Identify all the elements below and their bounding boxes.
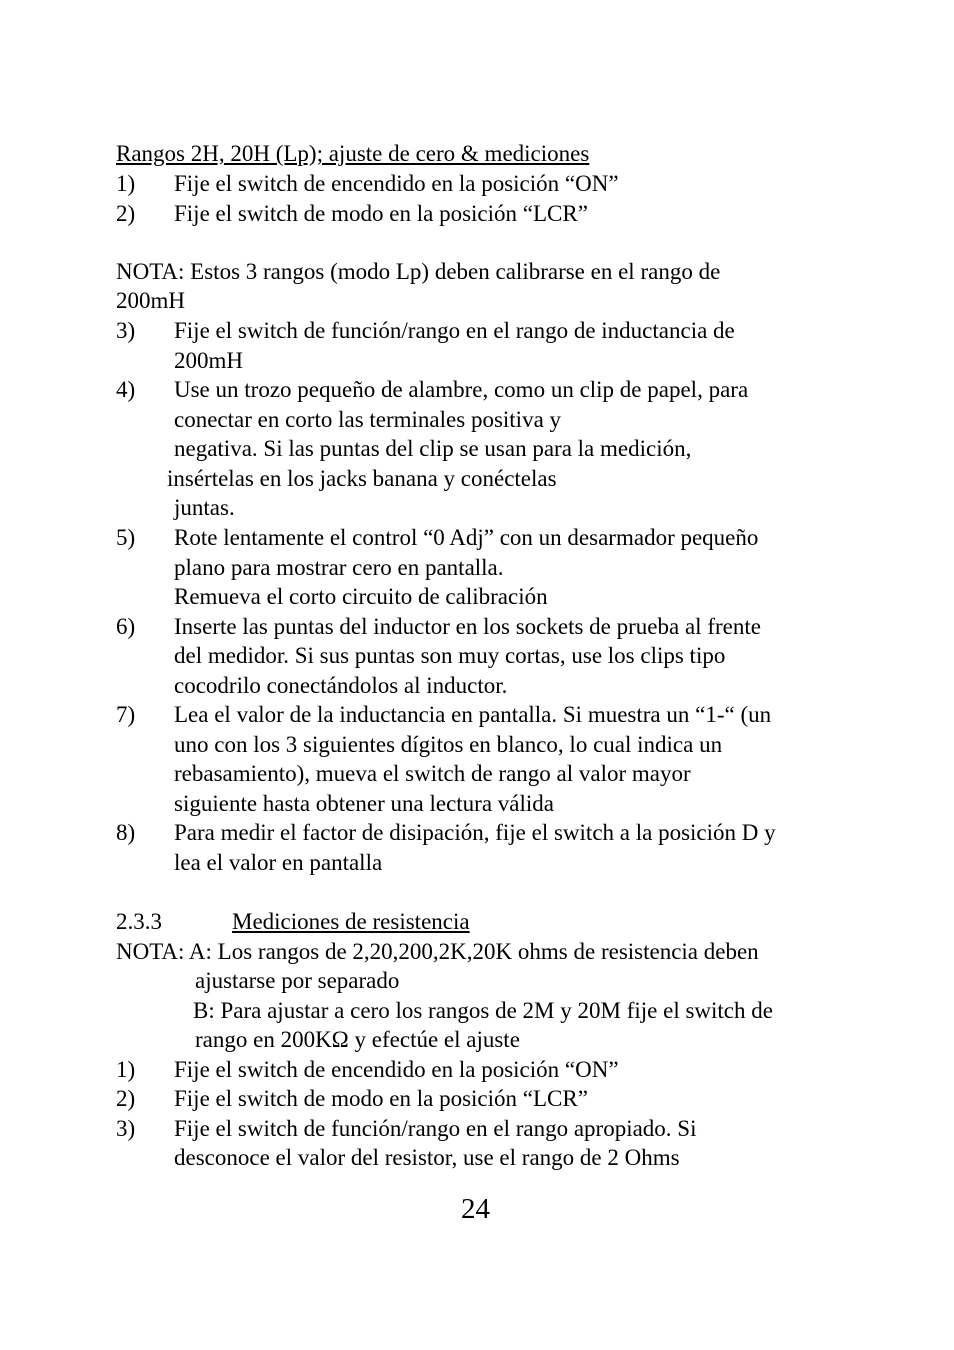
list-item-text: Fije el switch de modo en la posición “LCR” <box>174 1086 588 1111</box>
list-item-text: negativa. Si las puntas del clip se usan para la medición, <box>174 436 692 461</box>
list-item-number: 2) <box>116 1086 136 1111</box>
note-text: B: Para ajustar a cero los rangos de 2M y 20M fije el switch de <box>193 998 773 1023</box>
note-text: 200mH <box>116 288 185 313</box>
list-item-number: 1) <box>116 171 136 196</box>
section-heading: Rangos 2H, 20H (Lp); ajuste de cero & mediciones <box>116 141 590 166</box>
list-item-text: uno con los 3 siguientes dígitos en blanco, lo cual indica un <box>174 732 723 757</box>
section-title: Mediciones de resistencia <box>232 909 470 934</box>
list-item-text: del medidor. Si sus puntas son muy cortas, use los clips tipo <box>174 643 726 668</box>
note-text: rango en 200KΩ y efectúe el ajuste <box>195 1027 520 1052</box>
list-item-text: Para medir el factor de disipación, fije el switch a la posición D y <box>174 820 776 845</box>
list-item-text: insértelas en los jacks banana y conéctelas <box>167 466 557 491</box>
list-item-text: 200mH <box>174 348 243 373</box>
list-item-text: lea el valor en pantalla <box>174 850 383 875</box>
list-item-text: siguiente hasta obtener una lectura válida <box>174 791 554 816</box>
list-item-text: cocodrilo conectándolos al inductor. <box>174 673 508 698</box>
list-item-text: conectar en corto las terminales positiva y <box>174 407 562 432</box>
list-item-number: 4) <box>116 377 136 402</box>
note-text: ajustarse por separado <box>195 968 400 993</box>
list-item-text: Lea el valor de la inductancia en pantalla. Si muestra un “1-“ (un <box>174 702 772 727</box>
list-item-text: plano para mostrar cero en pantalla. <box>174 555 504 580</box>
list-item-number: 2) <box>116 201 136 226</box>
list-item-text: Remueva el corto circuito de calibración <box>174 584 548 609</box>
list-item-text: Rote lentamente el control “0 Adj” con un desarmador pequeño <box>174 525 759 550</box>
section-number: 2.3.3 <box>116 909 162 934</box>
list-item-number: 6) <box>116 614 136 639</box>
list-item-number: 3) <box>116 1116 136 1141</box>
list-item-text: Fije el switch de modo en la posición “LCR” <box>174 201 588 226</box>
note-text: NOTA: Estos 3 rangos (modo Lp) deben calibrarse en el rango de <box>116 259 721 284</box>
list-item-text: juntas. <box>174 495 235 520</box>
list-item-number: 8) <box>116 820 136 845</box>
list-item-text: Fije el switch de encendido en la posición “ON” <box>174 1057 619 1082</box>
list-item-number: 5) <box>116 525 136 550</box>
list-item-number: 3) <box>116 318 136 343</box>
list-item-number: 1) <box>116 1057 136 1082</box>
list-item-text: rebasamiento), mueva el switch de rango al valor mayor <box>174 761 691 786</box>
page-number: 24 <box>461 1193 490 1225</box>
note-text: NOTA: A: Los rangos de 2,20,200,2K,20K ohms de resistencia deben <box>116 939 759 964</box>
list-item-text: desconoce el valor del resistor, use el rango de 2 Ohms <box>174 1145 680 1170</box>
list-item-text: Fije el switch de función/rango en el rango de inductancia de <box>174 318 735 343</box>
list-item-number: 7) <box>116 702 136 727</box>
list-item-text: Fije el switch de encendido en la posición “ON” <box>174 171 619 196</box>
list-item-text: Inserte las puntas del inductor en los sockets de prueba al frente <box>174 614 761 639</box>
list-item-text: Fije el switch de función/rango en el rango apropiado. Si <box>174 1116 697 1141</box>
list-item-text: Use un trozo pequeño de alambre, como un clip de papel, para <box>174 377 749 402</box>
